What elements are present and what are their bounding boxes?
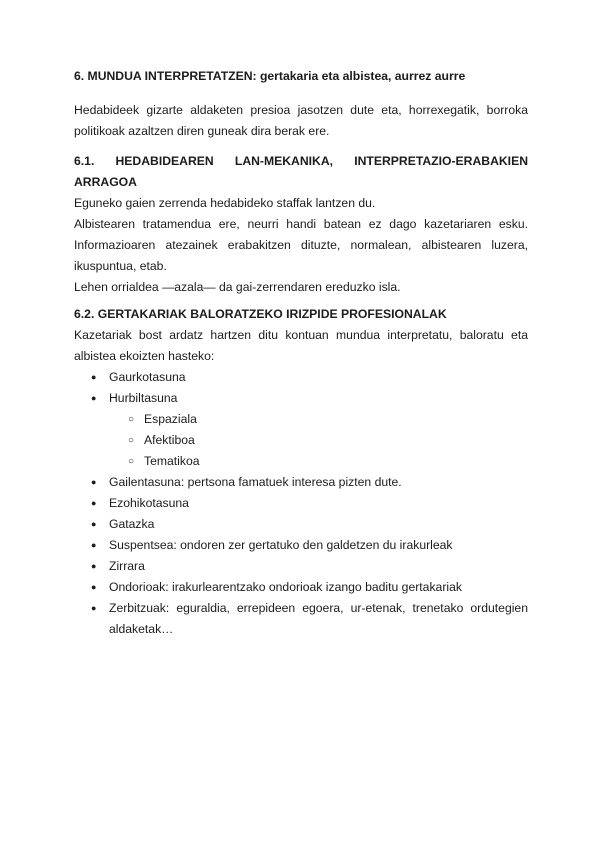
list-item: ● Zerbitzuak: eguraldia, errepideen egoera, ur-etenak, trenetako ordutegien aldaketak…: [74, 598, 528, 640]
criteria-list: [74, 367, 528, 640]
list-item: ● Suspentsea: ondoren zer gertatuko den galdetzen du irakurleak: [74, 535, 528, 556]
bullet-icon: ●: [91, 582, 97, 592]
list-item: ● Gailentasuna: pertsona famatuek interesa pizten dute.: [74, 472, 528, 493]
bullet-icon: ●: [91, 372, 97, 382]
circle-bullet-icon: ○: [128, 435, 135, 446]
list-item: ● Zirrara: [74, 556, 528, 577]
section-6-2-title: 6.2. GERTAKARIAK BALORATZEKO IRIZPIDE PROFESIONALAK: [74, 307, 447, 321]
bullet-icon: ●: [91, 603, 97, 613]
list-item: ● Ondorioak: irakurlearentzako ondorioak izango baditu gertakariak: [74, 577, 528, 598]
circle-bullet-icon: ○: [128, 456, 135, 467]
bullet-icon: ●: [91, 393, 97, 403]
section-6-1-paragraph: Albistearen tratamendua ere, neurri handi batean ez dago kazetariaren esku. Informazioaren atezainek erabakitzen dituzte, normalean, albistearen luzera, ikuspuntua, etab.: [74, 217, 528, 273]
section-6-title: 6. MUNDUA INTERPRETATZEN: gertakaria eta albistea, aurrez aurre: [74, 69, 466, 83]
sub-list-item: ○ Tematikoa: [74, 451, 528, 472]
sub-list: [109, 409, 528, 472]
section-6-2-intro: Kazetariak bost ardatz hartzen ditu kontuan mundua interpretatu, baloratu eta albistea ekoizten hasteko:: [74, 328, 528, 363]
bullet-icon: ●: [91, 519, 97, 529]
sub-list-item: ○ Afektiboa: [74, 430, 528, 451]
circle-bullet-icon: ○: [128, 414, 135, 425]
section-6-1-title: 6.1. HEDABIDEAREN LAN-MEKANIKA, INTERPRETAZIO-ERABAKIEN ARRAGOA: [74, 154, 528, 189]
section-6-1-paragraph: Eguneko gaien zerrenda hedabideko staffak lantzen du.: [74, 196, 376, 210]
bullet-icon: ●: [91, 477, 97, 487]
section-6-intro: Hedabideek gizarte aldaketen presioa jasotzen dute eta, horrexegatik, borroka politikoak azaltzen diren guneak dira berak ere.: [74, 103, 528, 138]
sub-list-item: ○ Espaziala: [74, 409, 528, 430]
list-item: ● Gatazka: [74, 514, 528, 535]
bullet-icon: ●: [91, 498, 97, 508]
document-page: [74, 66, 528, 640]
list-item: ● Ezohikotasuna: [74, 493, 528, 514]
bullet-icon: ●: [91, 540, 97, 550]
section-6-1-paragraph: Lehen orrialdea —azala— da gai-zerrendaren ereduzko isla.: [74, 280, 401, 294]
list-item: ● Gaurkotasuna: [74, 367, 528, 388]
bullet-icon: ●: [91, 561, 97, 571]
list-item: ● Hurbiltasuna ○ Espaziala ○ Afektiboa ○ Tematikoa: [74, 388, 528, 472]
